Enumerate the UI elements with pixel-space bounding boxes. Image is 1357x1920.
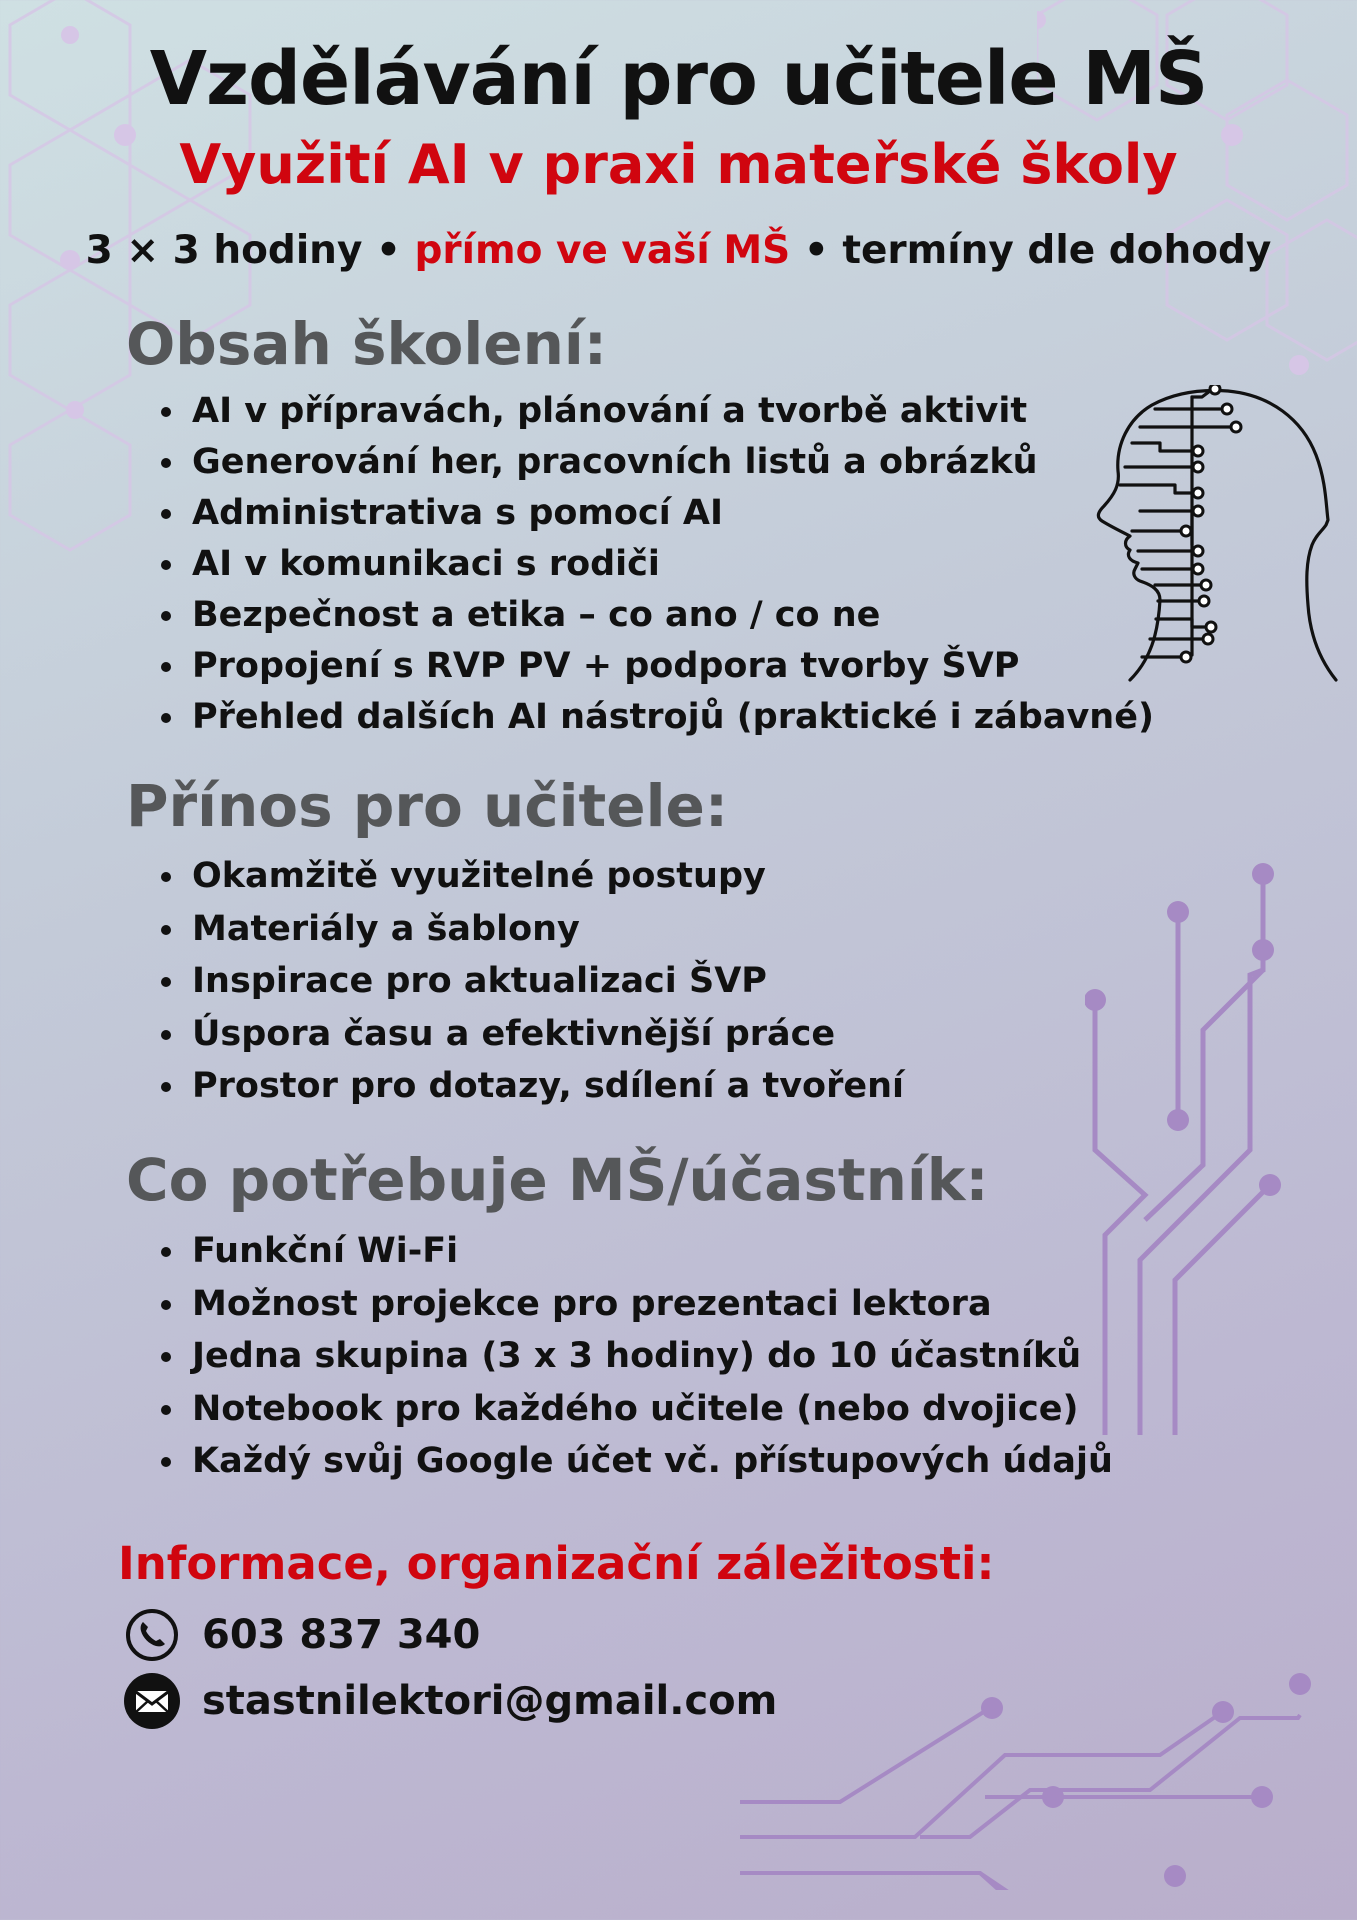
page-subtitle: Využití AI v praxi mateřské školy <box>179 133 1178 196</box>
list-item: • Inspirace pro aktualizaci ŠVP <box>188 955 904 1008</box>
contact-phone[interactable] <box>124 1607 480 1663</box>
list-item: • AI v komunikaci s rodiči <box>188 539 1154 590</box>
info-section-title: Informace, organizační záležitosti: <box>118 1537 995 1590</box>
page-title: Vzdělávání pro učitele MŠ <box>149 36 1208 122</box>
list-item: • Přehled dalších AI nástrojů (praktické i zábavné) <box>188 692 1154 743</box>
list-item: • Materiály a šablony <box>188 903 904 956</box>
list-item: • Prostor pro dotazy, sdílení a tvoření <box>188 1060 904 1113</box>
list-item: • Každý svůj Google účet vč. přístupových údajů <box>188 1435 1113 1488</box>
list-item: • Bezpečnost a etika – co ano / co ne <box>188 590 1154 641</box>
content-section-title: Obsah školení: <box>126 310 607 378</box>
list-item: • Funkční Wi-Fi <box>188 1225 1113 1278</box>
contact-email[interactable] <box>124 1673 777 1729</box>
tagline-duration: 3 × 3 hodiny • <box>85 228 401 273</box>
list-item: • AI v přípravách, plánování a tvorbě aktivit <box>188 386 1154 437</box>
envelope-icon <box>124 1673 180 1729</box>
list-item: • Generování her, pracovních listů a obrázků <box>188 437 1154 488</box>
course-tagline <box>0 228 1357 273</box>
requirements-list <box>150 1225 1113 1488</box>
list-item: • Jedna skupina (3 x 3 hodiny) do 10 účastníků <box>188 1330 1113 1383</box>
tagline-location: přímo ve vaší MŠ <box>414 228 791 273</box>
email-address: stastnilektori@gmail.com <box>202 1678 778 1724</box>
list-item: • Propojení s RVP PV + podpora tvorby ŠVP <box>188 641 1154 692</box>
phone-number: 603 837 340 <box>202 1612 481 1658</box>
list-item: • Notebook pro každého učitele (nebo dvojice) <box>188 1383 1113 1436</box>
list-item: • Administrativa s pomocí AI <box>188 488 1154 539</box>
benefits-section-title: Přínos pro učitele: <box>126 772 729 840</box>
tagline-dates: • termíny dle dohody <box>803 228 1272 273</box>
list-item: • Možnost projekce pro prezentaci lektora <box>188 1278 1113 1331</box>
list-item: • Okamžitě využitelné postupy <box>188 850 904 903</box>
list-item: • Úspora času a efektivnější práce <box>188 1008 904 1061</box>
phone-icon <box>124 1607 180 1663</box>
content-list <box>150 386 1154 743</box>
requirements-section-title: Co potřebuje MŠ/účastník: <box>126 1146 989 1214</box>
benefits-list <box>150 850 904 1113</box>
